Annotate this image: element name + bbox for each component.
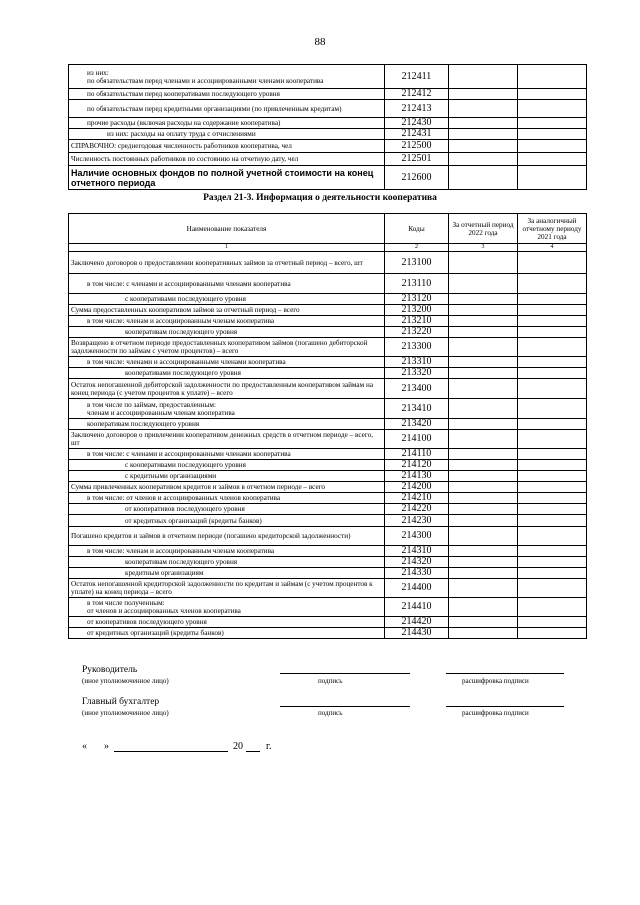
value-previous-period[interactable] bbox=[518, 129, 587, 140]
indicator-label: Остаток непогашенной дебиторской задолженности по предоставленным кооперативом займам на конец периода (с учетом процентов к уплате) – всего bbox=[69, 379, 385, 399]
value-previous-period[interactable] bbox=[518, 557, 587, 568]
date-open-quote: « bbox=[82, 741, 87, 752]
indicator-label: в том числе: членами и ассоциированными членами кооператива bbox=[69, 357, 385, 368]
value-current-period[interactable] bbox=[449, 546, 518, 557]
indicator-label: Заключено договоров о предоставлении кооперативных займов за отчетный период – всего, шт bbox=[69, 252, 385, 274]
value-previous-period[interactable] bbox=[518, 471, 587, 482]
value-previous-period[interactable] bbox=[518, 89, 587, 100]
indicator-label: с кооперативами последующего уровня bbox=[69, 460, 385, 471]
value-current-period[interactable] bbox=[449, 482, 518, 493]
table-row bbox=[69, 527, 587, 546]
row-code: 214120 bbox=[385, 460, 449, 471]
accountant-sublabel: (иное уполномоченное лицо) bbox=[82, 709, 169, 717]
row-code: 212413 bbox=[385, 100, 449, 118]
column-number: 1 bbox=[69, 244, 385, 252]
indicator-label: Остаток непогашенной кредиторской задолженности по кредитам и займам (с учетом процентов к уплате) на конец периода – всего bbox=[69, 579, 385, 598]
head-signature-line[interactable] bbox=[280, 673, 410, 674]
value-previous-period[interactable] bbox=[518, 368, 587, 379]
row-code: 213200 bbox=[385, 305, 449, 316]
header-indicator-name: Наименование показателя bbox=[69, 214, 385, 244]
table-row bbox=[69, 357, 587, 368]
row-code: 212431 bbox=[385, 129, 449, 140]
table-row bbox=[69, 546, 587, 557]
table-row bbox=[69, 89, 587, 100]
indicator-label: Сумма предоставленных кооперативом займов за отчетный период – всего bbox=[69, 305, 385, 316]
row-code: 212411 bbox=[385, 65, 449, 89]
indicator-label: от кредитных организаций (кредиты банков) bbox=[69, 628, 385, 639]
indicator-label: Сумма привлеченных кооперативом кредитов и займов в отчетном периоде – всего bbox=[69, 482, 385, 493]
indicator-label: Наличие основных фондов по полной учетной стоимости на конец отчетного периода bbox=[69, 166, 385, 190]
row-code: 213300 bbox=[385, 338, 449, 357]
row-code: 213320 bbox=[385, 368, 449, 379]
value-previous-period[interactable] bbox=[518, 493, 587, 504]
head-sublabel: (иное уполномоченное лицо) bbox=[82, 677, 169, 685]
row-code: 212430 bbox=[385, 118, 449, 129]
value-current-period[interactable] bbox=[449, 379, 518, 399]
value-current-period[interactable] bbox=[449, 166, 518, 190]
row-code: 214230 bbox=[385, 515, 449, 527]
value-previous-period[interactable] bbox=[518, 449, 587, 460]
indicator-label: кооперативам последующего уровня bbox=[69, 419, 385, 430]
head-signature-caption: подпись bbox=[318, 677, 343, 685]
table-row bbox=[69, 617, 587, 628]
table-row bbox=[69, 471, 587, 482]
value-previous-period[interactable] bbox=[518, 527, 587, 546]
value-current-period[interactable] bbox=[449, 527, 518, 546]
table-row bbox=[69, 368, 587, 379]
value-current-period[interactable] bbox=[449, 628, 518, 639]
table-row bbox=[69, 557, 587, 568]
row-code: 212412 bbox=[385, 89, 449, 100]
row-code: 213110 bbox=[385, 274, 449, 294]
value-current-period[interactable] bbox=[449, 274, 518, 294]
row-code: 214410 bbox=[385, 598, 449, 617]
value-current-period[interactable] bbox=[449, 338, 518, 357]
table-row bbox=[69, 294, 587, 305]
indicator-label: кооперативами последующего уровня bbox=[69, 368, 385, 379]
expenses-table bbox=[68, 64, 587, 190]
value-current-period[interactable] bbox=[449, 430, 518, 449]
row-code: 213210 bbox=[385, 316, 449, 327]
table-row bbox=[69, 628, 587, 639]
value-current-period[interactable] bbox=[449, 617, 518, 628]
value-previous-period[interactable] bbox=[518, 252, 587, 274]
accountant-decoding-caption: расшифровка подписи bbox=[462, 709, 529, 717]
indicator-label: с кооперативами последующего уровня bbox=[69, 294, 385, 305]
value-current-period[interactable] bbox=[449, 460, 518, 471]
table-row bbox=[69, 316, 587, 327]
value-current-period[interactable] bbox=[449, 568, 518, 579]
table-row bbox=[69, 482, 587, 493]
row-code: 212600 bbox=[385, 166, 449, 190]
value-previous-period[interactable] bbox=[518, 419, 587, 430]
indicator-label: в том числе: с членами и ассоциированными членами кооператива bbox=[69, 449, 385, 460]
value-previous-period[interactable] bbox=[518, 357, 587, 368]
row-code: 214130 bbox=[385, 471, 449, 482]
indicator-label: по обязательствам перед кредитными организациями (по привлеченным кредитам) bbox=[69, 100, 385, 118]
value-current-period[interactable] bbox=[449, 579, 518, 598]
table-row bbox=[69, 327, 587, 338]
value-previous-period[interactable] bbox=[518, 399, 587, 419]
accountant-label: Главный бухгалтер bbox=[82, 697, 160, 707]
table-row bbox=[69, 140, 587, 153]
value-current-period[interactable] bbox=[449, 100, 518, 118]
value-current-period[interactable] bbox=[449, 252, 518, 274]
row-code: 214220 bbox=[385, 504, 449, 515]
table-row bbox=[69, 129, 587, 140]
table-row bbox=[69, 419, 587, 430]
indicator-label: с кредитными организациями bbox=[69, 471, 385, 482]
value-current-period[interactable] bbox=[449, 471, 518, 482]
indicator-label: по обязательствам перед кооперативами последующего уровня bbox=[69, 89, 385, 100]
header-previous-period: За аналогичный отчетному периоду 2021 года bbox=[518, 214, 587, 244]
indicator-label: от кооперативов последующего уровня bbox=[69, 617, 385, 628]
value-previous-period[interactable] bbox=[518, 568, 587, 579]
column-number: 3 bbox=[449, 244, 518, 252]
value-previous-period[interactable] bbox=[518, 430, 587, 449]
table-row bbox=[69, 100, 587, 118]
indicator-label: из них: расходы на оплату труда с отчислениями bbox=[69, 129, 385, 140]
date-day-month-line[interactable] bbox=[114, 751, 228, 752]
indicator-label: кооперативам последующего уровня bbox=[69, 327, 385, 338]
value-current-period[interactable] bbox=[449, 140, 518, 153]
table-row bbox=[69, 153, 587, 166]
table-row bbox=[69, 166, 587, 190]
row-code: 214200 bbox=[385, 482, 449, 493]
value-previous-period[interactable] bbox=[518, 327, 587, 338]
indicator-label: из них: по обязательствам перед членами и ассоциированными членами кооператива bbox=[69, 65, 385, 89]
accountant-decoding-line[interactable] bbox=[446, 706, 564, 707]
indicator-label: Возвращено в отчетном периоде предоставленных кооперативом займов (погашено дебиторской задолженности по займам с учетом процентов) – всего bbox=[69, 338, 385, 357]
value-previous-period[interactable] bbox=[518, 379, 587, 399]
row-code: 213400 bbox=[385, 379, 449, 399]
value-current-period[interactable] bbox=[449, 89, 518, 100]
value-previous-period[interactable] bbox=[518, 140, 587, 153]
indicator-label: в том числе полученным: от членов и ассоциированных членов кооператива bbox=[69, 598, 385, 617]
table-row bbox=[69, 305, 587, 316]
head-decoding-caption: расшифровка подписи bbox=[462, 677, 529, 685]
indicator-label: прочие расходы (включая расходы на содержание кооператива) bbox=[69, 118, 385, 129]
value-current-period[interactable] bbox=[449, 327, 518, 338]
value-previous-period[interactable] bbox=[518, 504, 587, 515]
value-previous-period[interactable] bbox=[518, 628, 587, 639]
value-previous-period[interactable] bbox=[518, 100, 587, 118]
value-previous-period[interactable] bbox=[518, 460, 587, 471]
row-code: 214100 bbox=[385, 430, 449, 449]
value-previous-period[interactable] bbox=[518, 617, 587, 628]
value-current-period[interactable] bbox=[449, 449, 518, 460]
indicator-label: в том числе: членам и ассоциированным членам кооператива bbox=[69, 316, 385, 327]
date-year-line[interactable] bbox=[246, 751, 260, 752]
value-current-period[interactable] bbox=[449, 65, 518, 89]
value-current-period[interactable] bbox=[449, 305, 518, 316]
table-row bbox=[69, 449, 587, 460]
value-previous-period[interactable] bbox=[518, 482, 587, 493]
indicator-label: в том числе: от членов и ассоциированных членов кооператива bbox=[69, 493, 385, 504]
value-previous-period[interactable] bbox=[518, 515, 587, 527]
indicator-label: Заключено договоров о привлечении кооперативом денежных средств в отчетном периоде – всего, шт bbox=[69, 430, 385, 449]
value-current-period[interactable] bbox=[449, 129, 518, 140]
value-previous-period[interactable] bbox=[518, 546, 587, 557]
table-row bbox=[69, 274, 587, 294]
column-number: 4 bbox=[518, 244, 587, 252]
row-code: 214110 bbox=[385, 449, 449, 460]
indicator-label: в том числе: с членами и ассоциированными членами кооператива bbox=[69, 274, 385, 294]
indicator-label: в том числе по займам, предоставленным: членам и ассоциированным членам кооператива bbox=[69, 399, 385, 419]
row-code: 214420 bbox=[385, 617, 449, 628]
row-code: 214310 bbox=[385, 546, 449, 557]
row-code: 213120 bbox=[385, 294, 449, 305]
value-current-period[interactable] bbox=[449, 598, 518, 617]
table-row bbox=[69, 338, 587, 357]
row-code: 214330 bbox=[385, 568, 449, 579]
table-row bbox=[69, 598, 587, 617]
row-code: 214300 bbox=[385, 527, 449, 546]
value-current-period[interactable] bbox=[449, 357, 518, 368]
value-current-period[interactable] bbox=[449, 368, 518, 379]
table-row bbox=[69, 504, 587, 515]
table-row bbox=[69, 430, 587, 449]
table-row bbox=[69, 252, 587, 274]
cooperative-activity-table bbox=[68, 213, 587, 639]
row-code: 213420 bbox=[385, 419, 449, 430]
value-previous-period[interactable] bbox=[518, 305, 587, 316]
row-code: 212500 bbox=[385, 140, 449, 153]
value-current-period[interactable] bbox=[449, 316, 518, 327]
value-previous-period[interactable] bbox=[518, 65, 587, 89]
value-previous-period[interactable] bbox=[518, 166, 587, 190]
value-current-period[interactable] bbox=[449, 419, 518, 430]
accountant-signature-caption: подпись bbox=[318, 709, 343, 717]
value-current-period[interactable] bbox=[449, 515, 518, 527]
table-row bbox=[69, 399, 587, 419]
date-year-suffix: г. bbox=[266, 741, 272, 752]
table-row bbox=[69, 493, 587, 504]
row-code: 214400 bbox=[385, 579, 449, 598]
indicator-label: от кредитных организаций (кредиты банков) bbox=[69, 515, 385, 527]
table-row bbox=[69, 515, 587, 527]
date-year-prefix: 20 bbox=[233, 741, 243, 752]
indicator-label: СПРАВОЧНО: среднегодовая численность работников кооператива, чел bbox=[69, 140, 385, 153]
value-previous-period[interactable] bbox=[518, 338, 587, 357]
date-close-quote: » bbox=[104, 741, 109, 752]
head-decoding-line[interactable] bbox=[446, 673, 564, 674]
value-previous-period[interactable] bbox=[518, 153, 587, 166]
value-current-period[interactable] bbox=[449, 118, 518, 129]
row-code: 212501 bbox=[385, 153, 449, 166]
value-current-period[interactable] bbox=[449, 504, 518, 515]
value-previous-period[interactable] bbox=[518, 598, 587, 617]
accountant-signature-line[interactable] bbox=[280, 706, 410, 707]
value-previous-period[interactable] bbox=[518, 274, 587, 294]
page-number: 88 bbox=[314, 36, 326, 48]
row-code: 214210 bbox=[385, 493, 449, 504]
table-row bbox=[69, 118, 587, 129]
table-row bbox=[69, 579, 587, 598]
indicator-label: кооперативам последующего уровня bbox=[69, 557, 385, 568]
indicator-label: Погашено кредитов и займов в отчетном периоде (погашено кредиторской задолженности) bbox=[69, 527, 385, 546]
table-row bbox=[69, 568, 587, 579]
table-row bbox=[69, 460, 587, 471]
row-code: 214430 bbox=[385, 628, 449, 639]
value-current-period[interactable] bbox=[449, 557, 518, 568]
value-current-period[interactable] bbox=[449, 399, 518, 419]
indicator-label: Численность постоянных работников по состоянию на отчетную дату, чел bbox=[69, 153, 385, 166]
row-code: 213410 bbox=[385, 399, 449, 419]
header-current-period: За отчетный период 2022 года bbox=[449, 214, 518, 244]
table-row bbox=[69, 65, 587, 89]
column-number: 2 bbox=[385, 244, 449, 252]
indicator-label: кредитным организациям bbox=[69, 568, 385, 579]
value-previous-period[interactable] bbox=[518, 118, 587, 129]
head-label: Руководитель bbox=[82, 665, 138, 675]
section-title: Раздел 21-3. Информация о деятельности кооператива bbox=[203, 193, 437, 203]
value-current-period[interactable] bbox=[449, 493, 518, 504]
row-code: 213310 bbox=[385, 357, 449, 368]
value-current-period[interactable] bbox=[449, 153, 518, 166]
indicator-label: от кооперативов последующего уровня bbox=[69, 504, 385, 515]
row-code: 213100 bbox=[385, 252, 449, 274]
value-previous-period[interactable] bbox=[518, 579, 587, 598]
value-previous-period[interactable] bbox=[518, 294, 587, 305]
row-code: 213220 bbox=[385, 327, 449, 338]
indicator-label: в том числе: членам и ассоциированным членам кооператива bbox=[69, 546, 385, 557]
value-previous-period[interactable] bbox=[518, 316, 587, 327]
table-row bbox=[69, 379, 587, 399]
value-current-period[interactable] bbox=[449, 294, 518, 305]
row-code: 214320 bbox=[385, 557, 449, 568]
header-codes: Коды bbox=[385, 214, 449, 244]
